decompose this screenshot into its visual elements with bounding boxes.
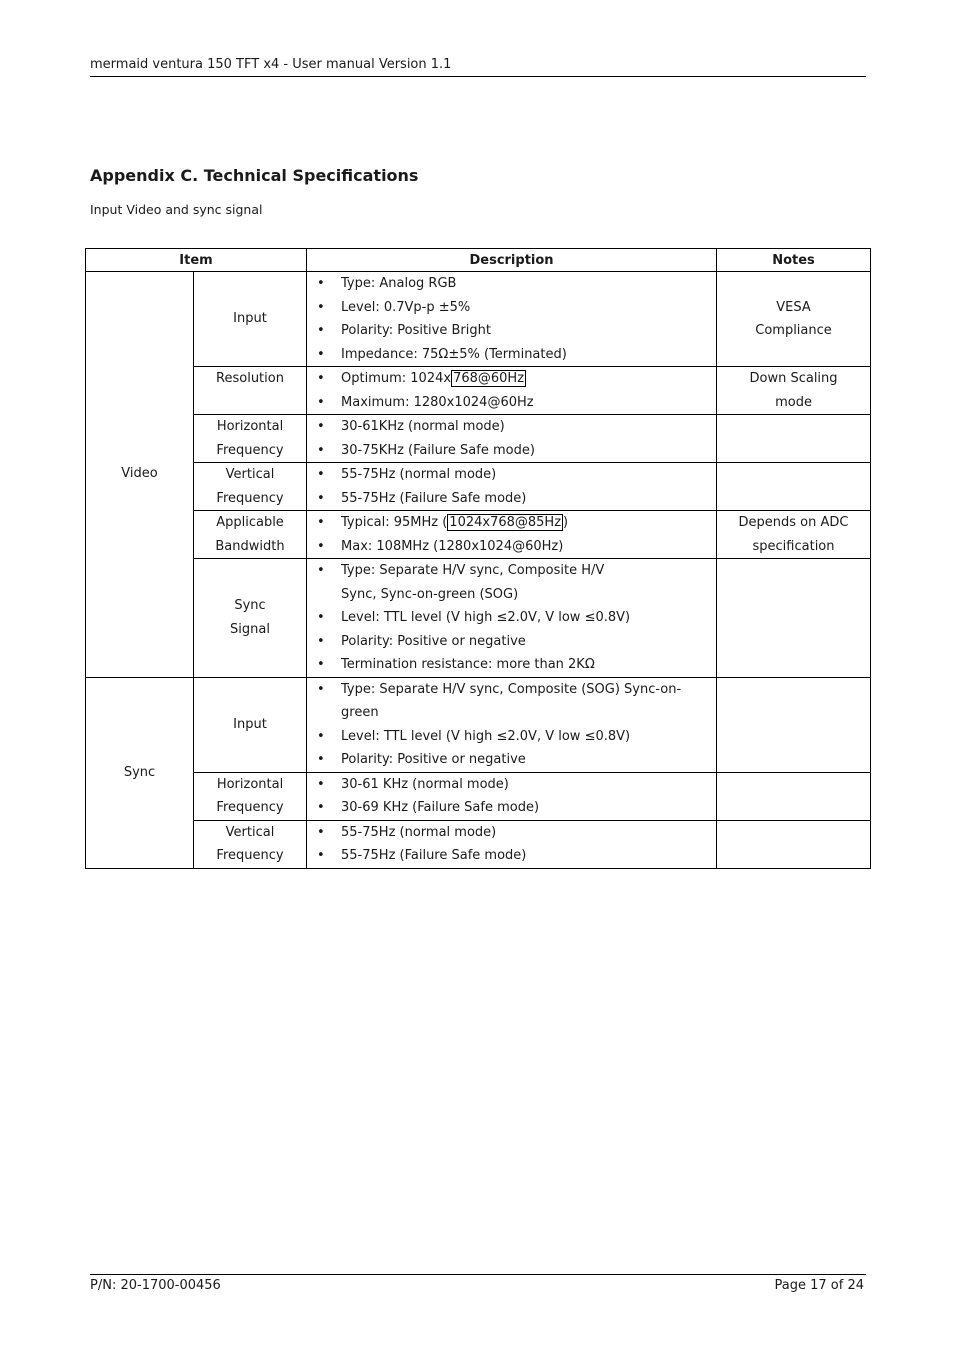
notes-cell bbox=[717, 511, 871, 559]
text-prefix: Typical: 95MHz ( bbox=[341, 515, 448, 530]
list-item: • Level: TTL level (V high ≤2.0V, V low ≤0.8V) bbox=[317, 725, 712, 749]
table-row bbox=[86, 511, 871, 559]
item-label-line: Frequency bbox=[216, 848, 284, 863]
notes-line: VESA bbox=[776, 299, 811, 315]
page-number: Page 17 of 24 bbox=[774, 1278, 864, 1293]
page-footer bbox=[90, 1274, 866, 1293]
item-input: Input bbox=[194, 272, 307, 367]
list-item: • 55-75Hz (normal mode) bbox=[317, 821, 712, 845]
list-item-line: Sync, Sync-on-green (SOG) bbox=[341, 586, 519, 602]
table-header-row bbox=[86, 249, 871, 272]
item-label-line: Horizontal bbox=[216, 419, 284, 434]
group-video: Video bbox=[86, 272, 194, 678]
list-item bbox=[317, 559, 712, 606]
boxed-value: 768@60Hz bbox=[453, 371, 525, 386]
list-item: • 55-75Hz (Failure Safe mode) bbox=[317, 844, 712, 868]
list-item bbox=[317, 678, 712, 725]
list-item: • Polarity: Positive or negative bbox=[317, 630, 712, 654]
notes-cell bbox=[717, 820, 871, 868]
notes-line: mode bbox=[775, 394, 812, 410]
list-item-line: green bbox=[341, 705, 379, 720]
item-label-line: Vertical bbox=[225, 824, 275, 840]
notes-line: Down Scaling bbox=[749, 371, 838, 386]
notes-cell bbox=[717, 367, 871, 415]
boxed-value: 1024x768@85Hz bbox=[449, 515, 562, 530]
table-row bbox=[86, 415, 871, 463]
notes-line: Depends on ADC bbox=[738, 515, 849, 530]
header-notes: Notes bbox=[717, 249, 871, 272]
description-cell bbox=[307, 677, 717, 772]
notes-line: specification bbox=[752, 538, 835, 554]
description-cell bbox=[307, 820, 717, 868]
spec-table bbox=[85, 248, 871, 869]
text-suffix: ) bbox=[563, 515, 569, 530]
header-text: mermaid ventura 150 TFT x4 - User manual Version 1.1 bbox=[90, 57, 452, 72]
notes-line: Compliance bbox=[755, 323, 832, 338]
text-prefix: Optimum: 1024x bbox=[341, 371, 452, 386]
list-item-line: • Type: Separate H/V sync, Composite H/V bbox=[341, 563, 605, 578]
list-item: • 30-69 KHz (Failure Safe mode) bbox=[317, 796, 712, 820]
list-item: • 30-61 KHz (normal mode) bbox=[317, 773, 712, 797]
list-item: • Level: 0.7Vp-p ±5% bbox=[317, 296, 712, 320]
list-item bbox=[317, 367, 712, 391]
list-item: • Level: TTL level (V high ≤2.0V, V low ≤0.8V) bbox=[317, 606, 712, 630]
list-item: • Max: 108MHz (1280x1024@60Hz) bbox=[317, 535, 712, 559]
description-cell bbox=[307, 511, 717, 559]
table-row bbox=[86, 772, 871, 820]
header-item: Item bbox=[86, 249, 307, 272]
list-item-line: • Type: Separate H/V sync, Composite (SOG) Sync-on- bbox=[341, 681, 682, 697]
notes-cell bbox=[717, 772, 871, 820]
section-subheading: Input Video and sync signal bbox=[90, 202, 263, 217]
item-label-line: Frequency bbox=[216, 442, 284, 458]
section-heading: Appendix C. Technical Specifications bbox=[90, 166, 419, 185]
notes-cell bbox=[717, 559, 871, 678]
notes-cell bbox=[717, 677, 871, 772]
description-cell bbox=[307, 272, 717, 367]
item-label-line: Frequency bbox=[216, 490, 284, 506]
notes-cell bbox=[717, 415, 871, 463]
list-item: • 30-75KHz (Failure Safe mode) bbox=[317, 439, 712, 463]
item-vertical-frequency bbox=[194, 463, 307, 511]
header-description: Description bbox=[307, 249, 717, 272]
page-header bbox=[90, 57, 866, 77]
item-sync-signal bbox=[194, 559, 307, 678]
item-input: Input bbox=[194, 677, 307, 772]
item-vertical-frequency bbox=[194, 820, 307, 868]
table-row bbox=[86, 463, 871, 511]
table-row bbox=[86, 677, 871, 772]
table-row bbox=[86, 559, 871, 678]
item-resolution: Resolution bbox=[194, 367, 307, 415]
list-item: • 55-75Hz (normal mode) bbox=[317, 463, 712, 487]
list-item: • 30-61KHz (normal mode) bbox=[317, 415, 712, 439]
item-applicable-bandwidth bbox=[194, 511, 307, 559]
notes-cell bbox=[717, 272, 871, 367]
group-sync: Sync bbox=[86, 677, 194, 868]
list-item: • Maximum: 1280x1024@60Hz bbox=[317, 391, 712, 415]
table-row bbox=[86, 820, 871, 868]
item-horizontal-frequency bbox=[194, 772, 307, 820]
item-horizontal-frequency bbox=[194, 415, 307, 463]
item-label-line: Applicable bbox=[216, 515, 284, 530]
item-label-line: Frequency bbox=[216, 800, 284, 815]
description-cell bbox=[307, 772, 717, 820]
description-cell bbox=[307, 559, 717, 678]
item-label-line: Signal bbox=[230, 621, 270, 637]
list-item: • 55-75Hz (Failure Safe mode) bbox=[317, 487, 712, 511]
description-cell bbox=[307, 367, 717, 415]
item-label-line: Sync bbox=[234, 598, 266, 614]
list-item: • Termination resistance: more than 2KΩ bbox=[317, 653, 712, 677]
item-label-line: Bandwidth bbox=[215, 538, 285, 554]
notes-cell bbox=[717, 463, 871, 511]
table-row bbox=[86, 272, 871, 367]
list-item: • Type: Analog RGB bbox=[317, 272, 712, 296]
list-item: • Impedance: 75Ω±5% (Terminated) bbox=[317, 343, 712, 367]
description-cell bbox=[307, 415, 717, 463]
list-item: • Polarity: Positive or negative bbox=[317, 748, 712, 772]
item-label-line: Vertical bbox=[225, 467, 275, 482]
list-item bbox=[317, 511, 712, 535]
part-number: P/N: 20-1700-00456 bbox=[90, 1278, 221, 1293]
description-cell bbox=[307, 463, 717, 511]
table-row bbox=[86, 367, 871, 415]
item-label-line: Horizontal bbox=[216, 776, 284, 792]
list-item: • Polarity: Positive Bright bbox=[317, 319, 712, 343]
